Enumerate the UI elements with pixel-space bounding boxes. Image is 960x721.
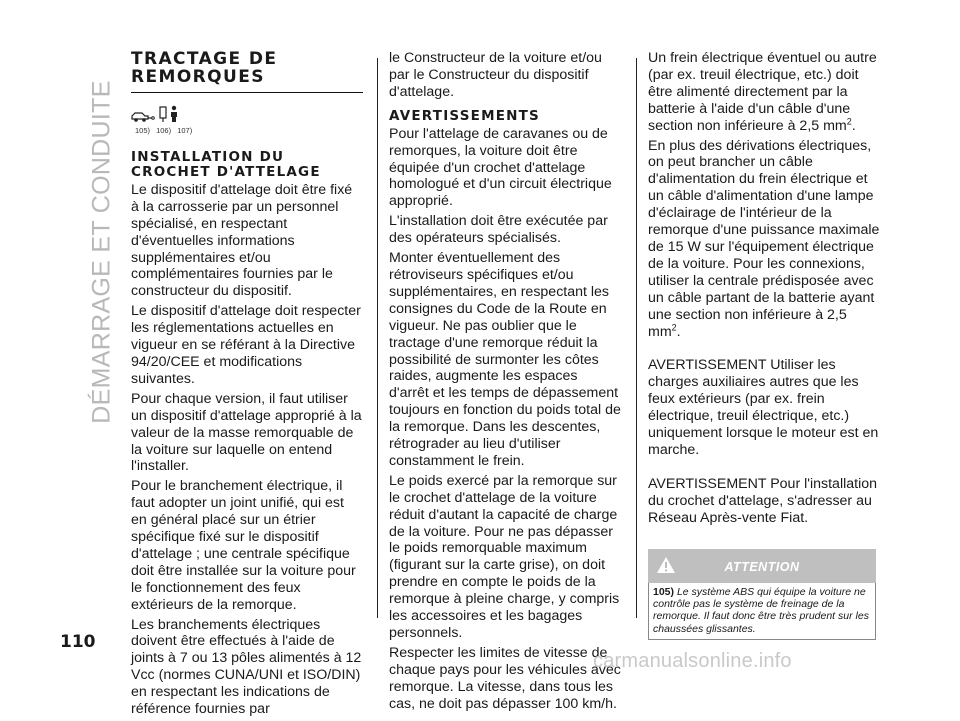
column-1: [131, 50, 363, 721]
column-2: [389, 50, 621, 716]
subsection-title: INSTALLATION DU CROCHET D'ATTELAGE: [131, 148, 321, 180]
paragraph: Pour chaque version, il faut utiliser un dispositif d'attelage approprié à la valeur de la masse remorquable de la voiture sur laquelle on entend l'installer.: [131, 390, 362, 475]
paragraph: L'installation doit être exécutée par des opérateurs spécialisés.: [389, 213, 608, 247]
chapter-side-title-text: DÉMARRAGE ET CONDUITE: [87, 80, 116, 424]
paragraph: Un frein électrique éventuel ou autre (par ex. treuil électrique, etc.) doit être alimenté directement par la batterie à l'aide d'un câble d'une section non inférieure à 2,5 $mm^2$.: [648, 50, 877, 134]
paragraph: Le dispositif d'attelage doit respecter les réglementations actuelles en vigueur en se référant à la Directive 94/20/CEE et modifications suivantes.: [131, 303, 361, 387]
chapter-side-title: [82, 52, 122, 452]
column-3: [648, 50, 880, 640]
paragraph: Le poids exercé par la remorque sur le crochet d'attelage de la voiture réduit d'autant la capacité de charge de la voiture. Pour ne pas dépasser le poids remorquable maximum (figurant sur la carte grise), on doit prendre en compte le poids de la remorque à pleine charge, y compris les accessoires et les bagages personnels.: [389, 472, 620, 641]
attention-box: [648, 549, 876, 641]
column-divider: [636, 58, 637, 618]
paragraph: Les branchements électriques doivent être effectués à l'aide de joints à 7 ou 13 pôles alimentés à 12 Vcc (normes CUNA/UNI et ISO/DIN) en respectant les indications de référence fournies par: [131, 616, 362, 718]
connector-icon: [159, 105, 167, 123]
paragraph: Pour le branchement électrique, il faut adopter un joint unifié, qui est en général placé sur un étrier spécifique fixé sur le dispositif d'attelage ; une centrale spécifique doit être installée sur la voiture pour le fonctionnement des feux extérieurs de la remorque.: [131, 478, 356, 613]
car-trailer-icon: [131, 109, 157, 123]
column-divider: [377, 58, 378, 618]
paragraph: le Constructeur de la voiture et/ou par le Constructeur du dispositif d'attelage.: [389, 50, 602, 100]
paragraph: Monter éventuellement des rétroviseurs spécifiques et/ou supplémentaires, en respectant les consignes du Code de la Route en vigueur. Ne pas oublier que le tractage d'une remorque réduit la possibilité de surmonter les côtes raides, augmente les espaces d'arrêt et les temps de dépassement toujours en fonction du poids total de la remorque. Dans les descentes, rétrograder au lieu d'utiliser constamment le frein.: [389, 250, 621, 469]
page-number: 110: [60, 632, 96, 652]
paragraph: Respecter les limites de vitesse de chaque pays pour les véhicules avec remorque. La vitesse, dans tous les cas, ne doit pas dépasser 100 km/h.: [389, 644, 621, 712]
warnings-heading: AVERTISSEMENTS: [389, 107, 540, 124]
attention-title: ATTENTION: [724, 559, 800, 574]
attention-text: 105) Le système ABS qui équipe la voiture ne contrôle pas le système de freinage de la remorque. Il faut donc être très prudent sur les chaussées glissantes.: [648, 583, 876, 641]
section-icons: [131, 101, 363, 123]
warning-paragraph: AVERTISSEMENT Pour l'installation du crochet d'attelage, s'adresser au Réseau Après-vente Fiat.: [648, 475, 878, 526]
attention-header: [648, 549, 876, 583]
paragraph: En plus des dérivations électriques, on peut brancher un câble d'alimentation du frein électrique et un câble d'alimentation d'une lampe d'éclairage de l'intérieur de la remorque d'une puissance maximale de 15 W sur l'équipement électrique de la voiture. Pour les connexions, utiliser la centrale prédisposée avec un câble partant de la batterie ayant une section non inférieure à 2,5 $mm^2$.: [648, 137, 880, 340]
person-icon: [169, 105, 179, 123]
watermark: carmanualsonline.info: [593, 650, 792, 672]
paragraph: Pour l'attelage de caravanes ou de remorques, la voiture doit être équipée d'un crochet d'attelage homologué et d'un circuit électrique approprié.: [389, 125, 612, 210]
paragraph: Le dispositif d'attelage doit être fixé à la carrosserie par un personnel spécialisé, en respectant d'éventuelles informations supplémentaires et/ou complémentaires fournies par le constructeur du dispositif.: [131, 181, 353, 300]
warning-references: 105) 106) 107): [135, 126, 193, 135]
section-title: TRACTAGE DE REMORQUES: [131, 50, 363, 93]
warning-paragraph: AVERTISSEMENT Utiliser les charges auxiliaires autres que les feux extérieurs (par ex. frein électrique, treuil électrique, etc.) uniquement lorsque le moteur est en marche.: [648, 357, 879, 458]
